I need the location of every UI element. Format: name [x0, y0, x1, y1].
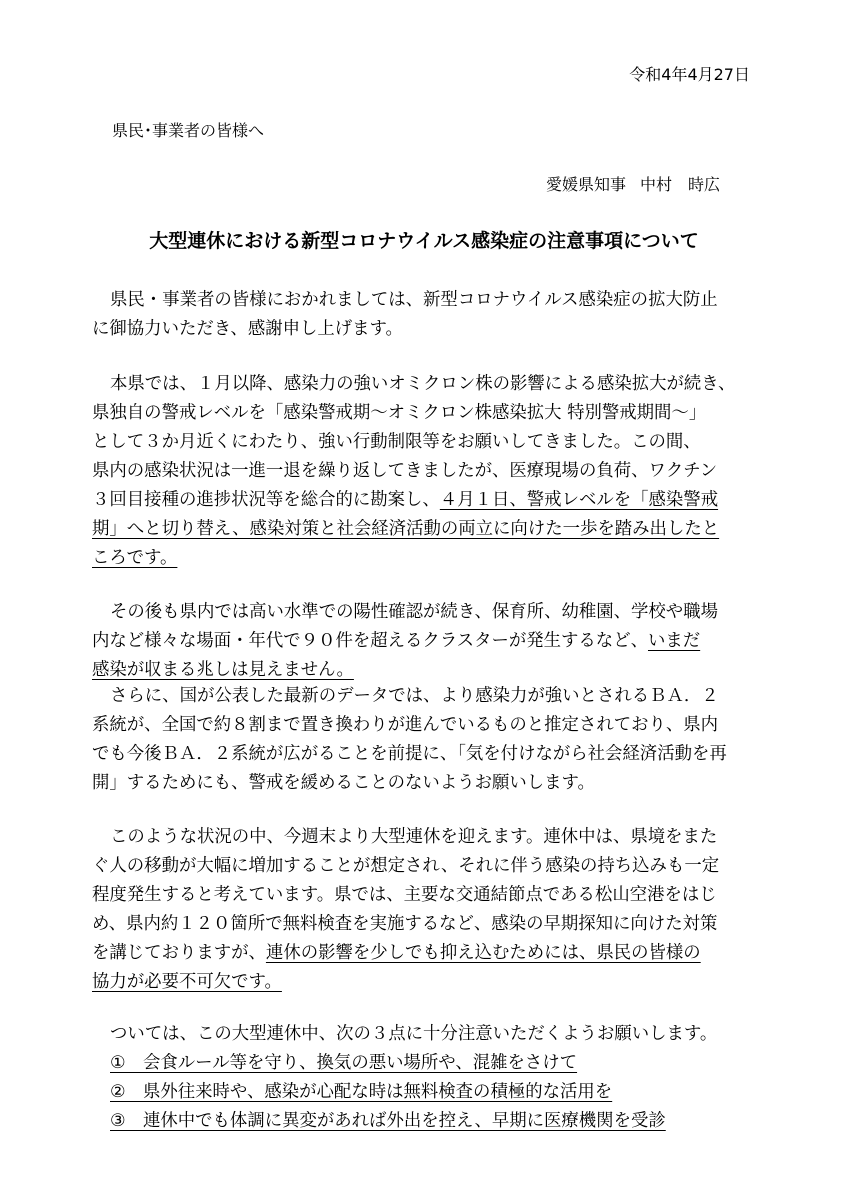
body-line: 県内の感染状況は一進一退を繰り返してきましたが、医療現場の負荷、ワクチン — [92, 461, 718, 481]
body-line: 開」するためにも、警戒を緩めることのないようお願いします。 — [92, 773, 595, 793]
body-line: その後も県内では高い水準での陽性確認が続き、保育所、幼稚園、学校や職場 — [110, 602, 718, 622]
body-line: として３か月近くにわたり、強い行動制限等をお願いしてきました。この間、 — [92, 432, 701, 452]
paragraph-ba2 — [92, 682, 727, 798]
body-line: 程度発生すると考えています。県では、主要な交通結節点である松山空港をはじ — [92, 885, 717, 905]
sender-title: 愛媛県知事 — [545, 175, 626, 194]
body-text: を講じておりますが、 — [92, 943, 266, 963]
underlined-text: いまだ — [647, 631, 701, 651]
underlined-text: ころです。 — [92, 548, 178, 568]
body-line: でも今後ＢＡ．２系統が広がることを前提に、｢気を付けながら社会経済活動を再 — [92, 744, 727, 764]
recipient-line: 県民･事業者の皆様へ — [112, 121, 265, 140]
paragraph-holiday — [92, 823, 719, 997]
body-line — [92, 627, 718, 656]
body-line: に御協力いただき、感謝申し上げます。 — [92, 319, 403, 339]
body-line: 系統が、全国で約８割まで置き換わりが進んでいるものと推定されており、県内 — [92, 715, 719, 735]
body-line — [92, 656, 718, 685]
body-line: さらに、国が公表した最新のデータでは、より感染力が強いとされるＢＡ．２ — [110, 686, 719, 706]
document-title: 大型連休における新型コロナウイルス感染症の注意事項について — [149, 230, 699, 252]
sender-name: 中村 時広 — [639, 175, 720, 194]
document-date: 令和4年4月27日 — [629, 65, 750, 84]
paragraph-clusters — [92, 598, 718, 685]
body-line: 本県では、１月以降、感染力の強いオミクロン株の影響による感染拡大が続き、 — [110, 374, 736, 394]
underlined-text: ① 会食ルール等を守り、換気の悪い場所や、混雑をさけて — [110, 1053, 578, 1073]
underlined-text: ４月１日、警戒レベルを「感染警戒 — [439, 490, 719, 510]
body-text: 内など様々な場面・年代で９０件を超えるクラスターが発生するなど、 — [92, 631, 648, 651]
request-item-3 — [92, 1107, 717, 1136]
body-line: 県民・事業者の皆様におかれましては、新型コロナウイルス感染症の拡大防止 — [110, 290, 718, 310]
request-item-1 — [92, 1049, 717, 1078]
paragraph-alert-level — [92, 370, 735, 573]
underlined-text: 感染が収まる兆しは見えません。 — [92, 660, 354, 680]
body-line: ぐ人の移動が大幅に増加することが想定され、それに伴う感染の持ち込みも一定 — [92, 856, 720, 876]
request-item-2 — [92, 1078, 717, 1107]
underlined-text: 連休の影響を少しでも抑え込むためには、県民の皆様の — [265, 943, 701, 963]
underlined-text: 協力が必要不可欠です。 — [92, 972, 282, 992]
body-line — [92, 486, 735, 515]
paragraph-requests — [92, 1020, 717, 1136]
body-line — [92, 968, 719, 997]
body-line: め、県内約１２０箇所で無料検査を実施するなど、感染の早期探知に向けた対策 — [92, 914, 718, 934]
body-line: ついては、この大型連休中、次の３点に十分注意いただくようお願いします。 — [110, 1024, 718, 1044]
intro-paragraph — [92, 286, 718, 344]
body-line — [92, 544, 735, 573]
body-text: ３回目接種の進捗状況等を総合的に勘案し、 — [92, 490, 440, 510]
underlined-text: ② 県外往来時や、感染が心配な時は無料検査の積極的な活用を — [110, 1082, 613, 1102]
body-line — [92, 939, 719, 968]
body-line: このような状況の中、今週末より大型連休を迎えます。連休中は、県境をまた — [110, 827, 718, 847]
underlined-text: 期」へと切り替え、感染対策と社会経済活動の両立に向けた一歩を踏み出したと — [92, 519, 720, 539]
sender-line — [480, 174, 720, 196]
body-line — [92, 515, 735, 544]
underlined-text: ③ 連休中でも体調に異変があれば外出を控え、早期に医療機関を受診 — [110, 1111, 666, 1131]
body-line: 県独自の警戒レベルを「感染警戒期～オミクロン株感染拡大 特別警戒期間～」 — [92, 403, 707, 423]
